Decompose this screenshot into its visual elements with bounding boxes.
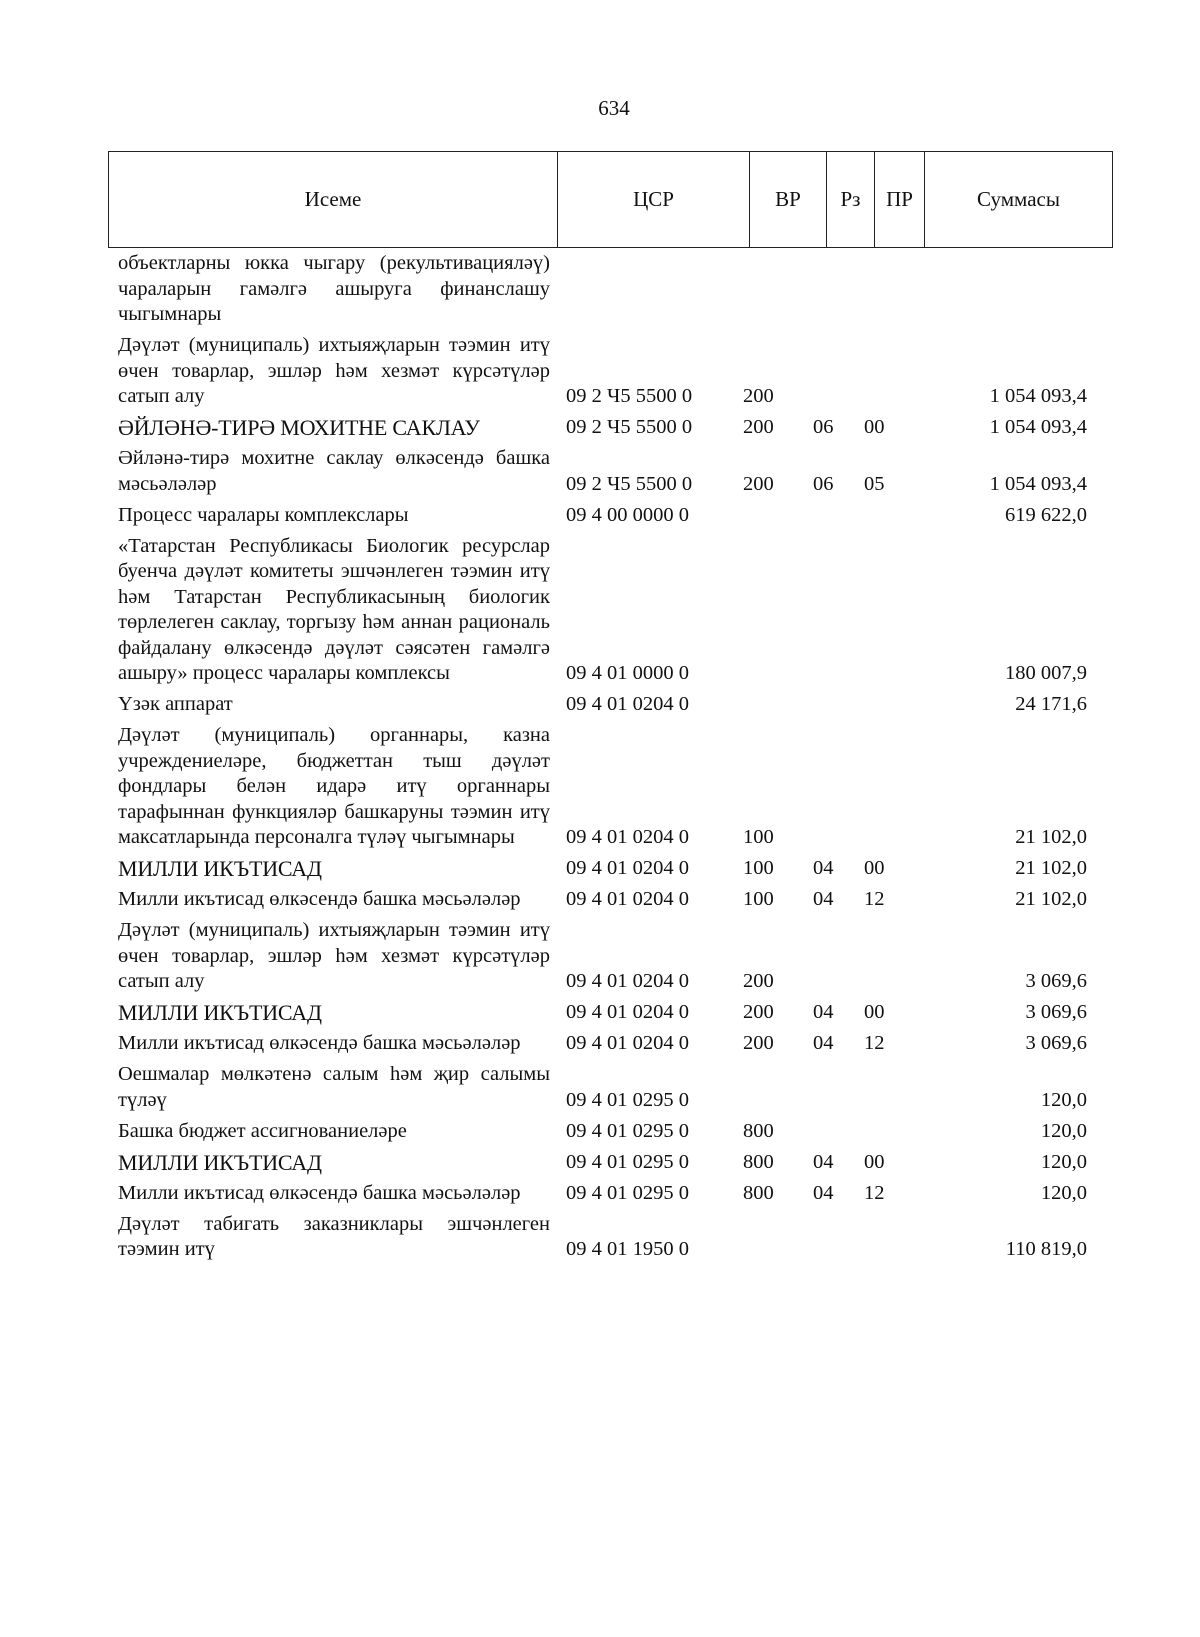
cell-rz: 04 [813,857,834,879]
cell-csr: 09 2 Ч5 5500 0 [566,416,693,438]
table-row [118,887,1113,913]
cell-name: Үзәк аппарат [118,693,233,715]
header-pr: ПР [875,152,925,248]
cell-rz: 04 [813,1181,834,1204]
cell-csr: 09 4 01 0204 0 [566,693,689,715]
table-row [118,1181,1113,1207]
cell-name: Милли икътисад өлкәсендә башка мәсьәләләр [118,1181,521,1204]
cell-csr: 09 4 01 0204 0 [566,857,689,879]
cell-name: Милли икътисад өлкәсендә башка мәсьәләләр [118,1032,521,1054]
cell-sum: 180 007,9 [1005,662,1087,684]
cell-vr: 200 [743,416,774,438]
cell-vr: 800 [743,1181,774,1204]
cell-name: МИЛЛИ ИКЪТИСАД [118,1000,322,1025]
cell-pr: 12 [864,1032,885,1054]
cell-sum: 21 102,0 [1015,826,1087,848]
cell-vr: 800 [743,1150,774,1173]
cell-vr: 100 [743,857,774,879]
header-rz: Рз [827,152,875,248]
table-header [108,151,1113,248]
cell-csr: 09 4 01 0295 0 [566,1088,689,1111]
cell-sum: 3 069,6 [1025,1032,1087,1054]
table-row [118,1031,1113,1057]
cell-csr: 09 4 01 0204 0 [566,1001,689,1023]
header-name: Исеме [109,152,558,248]
cell-sum: 1 054 093,4 [989,416,1087,438]
cell-name: Дәүләт (муниципаль) ихтыяҗларын тәэмин итү өчен товарлар, эшләр һәм хезмәт күрсәтүләр сатып алу [118,919,550,992]
table-row [118,446,1113,497]
cell-sum: 24 171,6 [1015,693,1087,715]
cell-csr: 09 4 00 0000 0 [566,503,689,526]
table-row [118,1000,1113,1026]
cell-vr: 200 [743,1032,774,1054]
cell-pr: 00 [864,1001,885,1023]
cell-rz: 06 [813,416,834,438]
cell-rz: 04 [813,888,834,910]
cell-name: Оешмалар мөлкәтенә салым һәм җир салымы түләү [118,1063,550,1111]
page-number: 634 [598,96,630,120]
cell-pr: 00 [864,416,885,438]
cell-sum: 1 054 093,4 [989,385,1087,407]
cell-pr: 12 [864,1181,885,1204]
cell-csr: 09 4 01 0204 0 [566,1032,689,1054]
cell-csr: 09 4 01 1950 0 [566,1238,689,1260]
cell-pr: 00 [864,857,885,879]
table-row [118,251,1113,328]
cell-name: Дәүләт табигать заказниклары эшчәнлеген тәэмин итү [118,1212,550,1260]
cell-vr: 200 [743,1001,774,1023]
cell-csr: 09 4 01 0204 0 [566,970,689,992]
cell-sum: 120,0 [1040,1150,1087,1173]
cell-name: Процесс чаралары комплекслары [118,503,409,526]
cell-csr: 09 4 01 0204 0 [566,826,689,848]
table-row [118,1119,1113,1145]
cell-sum: 1 054 093,4 [989,472,1087,495]
cell-name: ӘЙЛӘНӘ-ТИРӘ МОХИТНЕ САКЛАУ [118,415,480,440]
table-row [118,856,1113,882]
cell-csr: 09 2 Ч5 5500 0 [566,385,693,407]
cell-pr: 00 [864,1150,885,1173]
cell-rz: 06 [813,472,834,495]
cell-sum: 21 102,0 [1015,857,1087,879]
cell-name: Дәүләт (муниципаль) ихтыяҗларын тәэмин итү өчен товарлар, эшләр һәм хезмәт күрсәтүләр сатып алу [118,334,550,407]
cell-vr: 200 [743,385,774,407]
table-body [118,251,1113,1268]
cell-sum: 3 069,6 [1025,1001,1087,1023]
cell-rz: 04 [813,1001,834,1023]
header-csr: ЦСР [558,152,750,248]
cell-sum: 120,0 [1040,1119,1087,1142]
cell-name: МИЛЛИ ИКЪТИСАД [118,856,322,881]
cell-vr: 200 [743,970,774,992]
table-row [118,503,1113,529]
table-row [118,1212,1113,1263]
cell-sum: 3 069,6 [1025,970,1087,992]
cell-csr: 09 4 01 0295 0 [566,1150,689,1173]
cell-sum: 110 819,0 [1005,1238,1087,1260]
cell-sum: 619 622,0 [1005,503,1087,526]
header-sum: Суммасы [925,152,1113,248]
cell-vr: 200 [743,472,774,495]
cell-name: Дәүләт (муниципаль) органнары, казна учреждениеләре, бюджеттан тыш дәүләт фондлары белән идарә итү органнары тарафыннан функцияләр башкаруны тәэмин итү максатларында персоналга түләү чыгымнары [118,724,550,848]
table-row [118,918,1113,995]
cell-sum: 120,0 [1040,1181,1087,1204]
cell-name: Башка бюджет ассигнованиеләре [118,1119,407,1142]
table-row [118,1062,1113,1113]
cell-name: МИЛЛИ ИКЪТИСАД [118,1149,322,1175]
cell-csr: 09 4 01 0295 0 [566,1181,689,1204]
cell-pr: 05 [864,472,885,495]
cell-rz: 04 [813,1032,834,1054]
cell-name: Милли икътисад өлкәсендә башка мәсьәләләр [118,888,521,910]
table-row [118,415,1113,441]
table-row [118,333,1113,410]
header-vr: ВР [750,152,827,248]
table-row [118,534,1113,687]
cell-vr: 100 [743,826,774,848]
cell-name: объектларны юкка чыгару (рекультивацияләү) чараларын гамәлгә ашыруга финанслашу чыгымнары [118,252,550,325]
cell-vr: 800 [743,1119,774,1142]
cell-name: Әйләнә-тирә мохитне саклау өлкәсендә башка мәсьәләләр [118,447,550,495]
cell-rz: 04 [813,1150,834,1173]
cell-sum: 21 102,0 [1015,888,1087,910]
cell-csr: 09 2 Ч5 5500 0 [566,472,693,495]
table-row [118,723,1113,851]
table-row [118,1150,1113,1176]
cell-csr: 09 4 01 0295 0 [566,1119,689,1142]
cell-pr: 12 [864,888,885,910]
cell-sum: 120,0 [1040,1088,1087,1111]
cell-name: «Татарстан Республикасы Биологик ресурслар буенча дәүләт комитеты эшчәнлеген тәэмин итү һәм Татарстан Республикасының биологик төрлелеген саклау, торгызу һәм аннан рациональ файдалану өлкәсендә дәүләт сәясәтен гамәлгә ашыру» процесс чаралары комплексы [118,534,550,684]
cell-vr: 100 [743,888,774,910]
cell-csr: 09 4 01 0000 0 [566,662,689,684]
cell-csr: 09 4 01 0204 0 [566,888,689,910]
table-row [118,692,1113,718]
